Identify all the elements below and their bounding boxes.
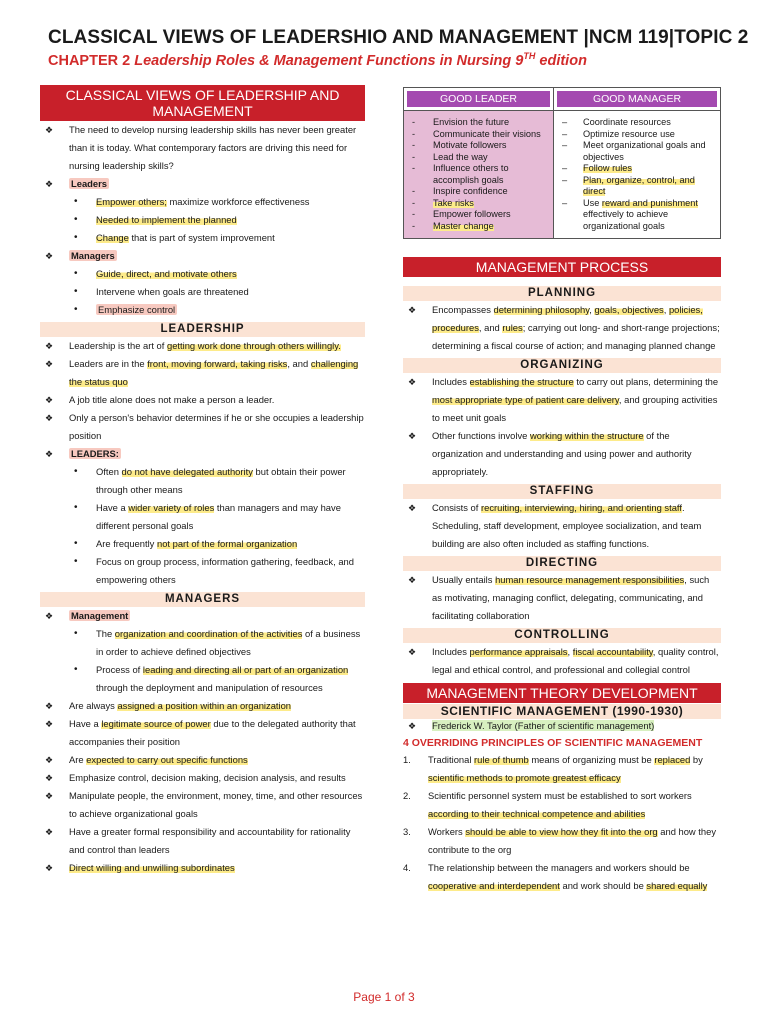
list-item: • Focus on group process, information gathering, feedback, and empowering others	[40, 553, 365, 589]
good-manager-header-cell	[554, 88, 721, 111]
list-item: ❖ Encompasses determining philosophy, goals, objectives, policies, procedures, and rules; carrying out long- and short-range projections; determining a fiscal course of action; and managing planned change	[403, 301, 721, 355]
list-item: - Influence others to accomplish goals	[408, 163, 547, 186]
good-manager-list	[554, 111, 720, 238]
leader-vs-manager-table	[403, 87, 721, 239]
list-item: ❖ Leadership is the art of getting work done through others willingly.	[40, 337, 365, 355]
management-item: ❖ Management	[40, 607, 365, 625]
list-item: • Emphasize control	[40, 301, 365, 319]
list-item: ❖ Are expected to carry out specific functions	[40, 751, 365, 769]
managers-list	[40, 697, 365, 877]
list-item: 1. Traditional rule of thumb means of organizing must be replaced by scientific methods to promote greatest efficacy	[403, 754, 703, 783]
list-item: ❖ Manipulate people, the environment, money, time, and other resources to achieve organizational goals	[40, 787, 365, 823]
list-item: 4. The relationship between the managers and workers should be cooperative and interdependent and work should be shared equally	[403, 862, 708, 891]
list-item: • Needed to implement the planned	[40, 211, 365, 229]
good-manager-header: GOOD MANAGER	[557, 91, 717, 107]
list-item: ❖ Leaders are in the front, moving forward, taking risks, and challenging the status quo	[40, 355, 365, 391]
organizing-list	[403, 373, 721, 481]
list-item: • Are frequently not part of the formal organization	[40, 535, 365, 553]
list-item: - Inspire confidence	[408, 186, 547, 198]
list-item: • Empower others; maximize workforce effectiveness	[40, 193, 365, 211]
document-title: CLASSICAL VIEWS OF LEADERSHIO AND MANAGEMENT |NCM 119|TOPIC 2	[48, 27, 749, 48]
organizing-heading: ORGANIZING	[403, 358, 721, 373]
list-item: ❖ Have a greater formal responsibility and accountability for rationality and control than leaders	[40, 823, 365, 859]
list-item: - Envision the future	[408, 117, 547, 129]
list-item: ❖ Have a legitimate source of power due to the delegated authority that accompanies their position	[40, 715, 365, 751]
left-column	[40, 85, 365, 877]
taylor-list	[403, 719, 721, 733]
list-item: • Intervene when goals are threatened	[40, 283, 365, 301]
book-title: Leadership Roles & Management Functions in Nursing 9TH edition	[134, 51, 587, 69]
planning-list	[403, 301, 721, 355]
list-item: • Change that is part of system improvement	[40, 229, 365, 247]
list-item: – Use reward and punishment effectively to achieve organizational goals	[558, 198, 714, 233]
intro-list	[40, 121, 365, 193]
list-item: • Often do not have delegated authority but obtain their power through other means	[40, 463, 365, 499]
list-item: ❖ Other functions involve working within the structure of the organization and understanding and using power and authority appropriately.	[403, 427, 721, 481]
list-item: ❖ Frederick W. Taylor (Father of scientific management)	[403, 719, 721, 733]
staffing-list	[403, 499, 721, 553]
list-item: ❖ Consists of recruiting, interviewing, hiring, and orienting staff. Scheduling, staff development, employee socialization, and team building are also often included as staffing functions.	[403, 499, 721, 553]
controlling-list	[403, 643, 721, 679]
management-theory-banner: MANAGEMENT THEORY DEVELOPMENT	[403, 683, 721, 703]
list-item: - Communicate their visions	[408, 129, 547, 141]
managers-item: ❖ Managers	[40, 247, 365, 265]
list-item: ❖ Only a person's behavior determines if he or she occupies a leadership position	[40, 409, 365, 445]
leadership-list	[40, 337, 365, 463]
leaders-sublist	[40, 193, 365, 247]
list-item: 2. Scientific personnel system must be established to sort workers according to their technical competence and abilities	[403, 790, 692, 819]
list-item: • The organization and coordination of the activities of a business in order to achieve defined objectives	[40, 625, 365, 661]
list-item: • Have a wider variety of roles than managers and may have different personal goals	[40, 499, 365, 535]
leadership-heading: LEADERSHIP	[40, 322, 365, 337]
managers-sublist	[40, 265, 365, 319]
page-number: Page 1 of 3	[353, 990, 415, 1004]
good-leader-list	[404, 111, 553, 238]
chapter-label: CHAPTER 2	[48, 52, 131, 69]
managers-heading: MANAGERS	[40, 592, 365, 607]
list-item: – Plan, organize, control, and direct	[558, 175, 714, 198]
right-column	[403, 85, 721, 895]
list-item: ❖ Are always assigned a position within an organization	[40, 697, 365, 715]
list-item: - Motivate followers	[408, 140, 547, 152]
classical-views-banner: CLASSICAL VIEWS OF LEADERSHIP AND MANAGEMENT	[40, 85, 365, 121]
list-item: • Process of leading and directing all or part of an organization through the deployment and manipulation of resources	[40, 661, 365, 697]
list-item: ❖ Direct willing and unwilling subordinates	[40, 859, 365, 877]
leaders-traits-list	[40, 463, 365, 589]
scientific-management-heading: SCIENTIFIC MANAGEMENT (1990-1930)	[403, 704, 721, 719]
list-item: – Follow rules	[558, 163, 714, 175]
list-item: – Meet organizational goals and objectives	[558, 140, 714, 163]
intro-item: ❖ The need to develop nursing leadership skills has never been greater than it is today. What contemporary factors are driving this need for nursing leadership skills?	[40, 121, 365, 175]
management-process-banner: MANAGEMENT PROCESS	[403, 257, 721, 277]
list-item: ❖ Usually entails human resource management responsibilities, such as motivating, managing conflict, delegating, communicating, and facilitating collaboration	[403, 571, 721, 625]
good-manager-cell	[554, 111, 721, 239]
good-leader-cell	[404, 111, 554, 239]
good-leader-header: GOOD LEADER	[407, 91, 550, 107]
directing-list	[403, 571, 721, 625]
controlling-heading: CONTROLLING	[403, 628, 721, 643]
list-item: - Master change	[408, 221, 547, 233]
planning-heading: PLANNING	[403, 286, 721, 301]
list-item: – Coordinate resources	[558, 117, 714, 129]
list-item: ❖ Includes establishing the structure to carry out plans, determining the most appropriate type of patient care delivery, and grouping activities to meet unit goals	[403, 373, 721, 427]
principles-list	[403, 751, 721, 895]
list-item: - Take risks	[408, 198, 547, 210]
list-item: – Optimize resource use	[558, 129, 714, 141]
principles-title: 4 OVERRIDING PRINCIPLES OF SCIENTIFIC MANAGEMENT	[403, 737, 703, 749]
good-leader-header-cell	[404, 88, 554, 111]
management-sublist	[40, 625, 365, 697]
list-item: ❖ LEADERS:	[40, 445, 365, 463]
document-subtitle	[48, 51, 587, 69]
list-item: • Guide, direct, and motivate others	[40, 265, 365, 283]
directing-heading: DIRECTING	[403, 556, 721, 571]
list-item: ❖ Emphasize control, decision making, decision analysis, and results	[40, 769, 365, 787]
list-item: - Empower followers	[408, 209, 547, 221]
list-item: 3. Workers should be able to view how they fit into the org and how they contribute to the org	[403, 826, 717, 855]
list-item: - Lead the way	[408, 152, 547, 164]
list-item: ❖ A job title alone does not make a person a leader.	[40, 391, 365, 409]
list-item: ❖ Includes performance appraisals, fiscal accountability, quality control, legal and ethical control, and professional and collegial control	[403, 643, 721, 679]
leaders-item: ❖ Leaders	[40, 175, 365, 193]
staffing-heading: STAFFING	[403, 484, 721, 499]
